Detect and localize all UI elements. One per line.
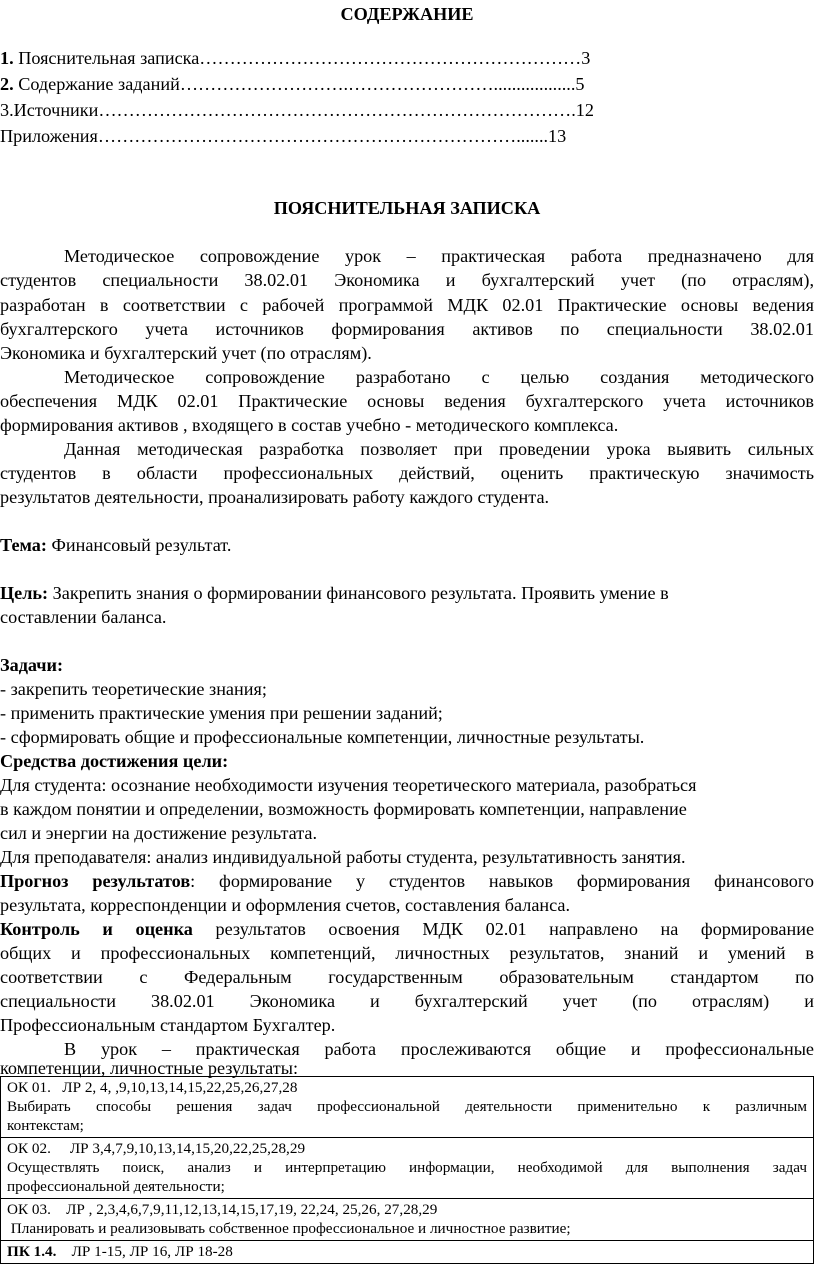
- competency-lr: ЛР 1-15, ЛР 16, ЛР 18-28: [71, 1243, 233, 1260]
- competency-desc: Планировать и реализовывать собственное профессиональное и личностное развитие;: [7, 1220, 571, 1237]
- competency-code: ОК 01.: [7, 1079, 51, 1096]
- means-label: Средства достижения цели:: [0, 751, 229, 771]
- topic-label: Тема:: [0, 535, 47, 555]
- table-row: [1, 1138, 814, 1199]
- toc-title: СОДЕРЖАНИЕ: [340, 4, 474, 24]
- paragraph-line: Данная методическая разработка позволяет при проведении урока выявить сильных: [64, 439, 814, 459]
- control-line: специальности 38.02.01 Экономика и бухгалтерский учет (по отраслям) и: [0, 991, 814, 1011]
- task-item: - закрепить теоретические знания;: [0, 679, 267, 699]
- forecast-label: Прогноз результатов: [0, 871, 191, 891]
- control-line: общих и профессиональных компетенций, личностных результатов, знаний и умений в: [0, 943, 814, 963]
- paragraph-line: бухгалтерского учета источников формирования активов по специальности 38.02.01: [0, 319, 814, 339]
- competency-desc: контекстам;: [7, 1117, 84, 1134]
- competency-code: ПК 1.4.: [7, 1243, 57, 1260]
- means-line: Для преподавателя: анализ индивидуальной работы студента, результативность занятия.: [0, 847, 686, 867]
- forecast-line: Прогноз результатов: формирование у студентов навыков формирования финансового: [0, 871, 814, 891]
- competency-lr: ЛР , 2,3,4,6,7,9,11,12,13,14,15,17,19, 22,24, 25,26, 27,28,29: [66, 1201, 438, 1218]
- control-line: Профессиональным стандартом Бухгалтер.: [0, 1015, 336, 1035]
- table-cell: [1, 1241, 814, 1264]
- paragraph-line: разработан в соответствии с рабочей программой МДК 02.01 Практические основы ведения: [0, 295, 814, 315]
- paragraph-line: результатов деятельности, проанализировать работу каждого студента.: [0, 487, 550, 507]
- table-row: [1, 1077, 814, 1138]
- control-line: соответствии с Федеральным государственным образовательным стандартом по: [0, 967, 814, 987]
- means-line: сил и энергии на достижение результата.: [0, 823, 318, 843]
- paragraph-line: обеспечения МДК 02.01 Практические основы ведения бухгалтерского учета источников: [0, 391, 814, 411]
- section-title: ПОЯСНИТЕЛЬНАЯ ЗАПИСКА: [273, 198, 541, 218]
- competency-lr: ЛР 3,4,7,9,10,13,14,15,20,22,25,28,29: [69, 1140, 306, 1157]
- intro-line: В урок – практическая работа прослеживаются общие и профессиональные: [64, 1039, 814, 1059]
- paragraph-line: Методическое сопровождение урок – практическая работа предназначено для: [64, 246, 814, 266]
- task-item: - сформировать общие и профессиональные компетенции, личностные результаты.: [0, 727, 645, 747]
- table-row: [1, 1199, 814, 1241]
- means-line: Для студента: осознание необходимости изучения теоретического материала, разобраться: [0, 775, 697, 795]
- goal-line: Цель: Закрепить знания о формировании финансового результата. Проявить умение в: [0, 583, 669, 603]
- competencies-table: [0, 1076, 814, 1264]
- intro-line: компетенции, личностные результаты:: [0, 1058, 299, 1078]
- means-line: в каждом понятии и определении, возможность формировать компетенции, направление: [0, 799, 687, 819]
- table-cell: [1, 1077, 814, 1138]
- paragraph-line: Методическое сопровождение разработано с целью создания методического: [64, 367, 814, 387]
- competency-desc: профессиональной деятельности;: [7, 1178, 225, 1195]
- competency-desc: Осуществлять поиск, анализ и интерпретацию информации, необходимой для выполнения задач: [7, 1159, 807, 1176]
- topic-line: Тема: Финансовый результат.: [0, 535, 232, 555]
- control-label: Контроль и оценка: [0, 919, 193, 939]
- tasks-label: Задачи:: [0, 655, 64, 675]
- paragraph-line: студентов в области профессиональных действий, оценить практическую значимость: [0, 463, 814, 483]
- toc-item: 1. Пояснительная записка………………………………………………………3: [0, 48, 591, 68]
- paragraph-line: Экономика и бухгалтерский учет (по отраслям).: [0, 343, 372, 363]
- paragraph-line: формирования активов , входящего в состав учебно - методического комплекса.: [0, 415, 619, 435]
- competency-desc: Выбирать способы решения задач профессиональной деятельности применительно к различным: [7, 1098, 807, 1115]
- competency-code: ОК 03.: [7, 1201, 51, 1218]
- forecast-line: результата, корреспонденции и оформления счетов, составления баланса.: [0, 895, 571, 915]
- task-item: - применить практические умения при решении заданий;: [0, 703, 443, 723]
- table-cell: [1, 1138, 814, 1199]
- toc-item: 2. Содержание заданий……………………….……………………..................5: [0, 74, 585, 94]
- toc-item: 3.Источники…………………………………………………………………….12: [0, 100, 594, 120]
- table-cell: [1, 1199, 814, 1241]
- table-row: [1, 1241, 814, 1264]
- paragraph-line: студентов специальности 38.02.01 Экономика и бухгалтерский учет (по отраслям),: [0, 270, 814, 290]
- toc-item: Приложения…………………………………………………………….......13: [0, 126, 567, 146]
- goal-label: Цель:: [0, 583, 49, 603]
- competency-lr: ЛР 2, 4, ,9,10,13,14,15,22,25,26,27,28: [62, 1079, 298, 1096]
- competency-code: ОК 02.: [7, 1140, 51, 1157]
- control-line: Контроль и оценка результатов освоения МДК 02.01 направлено на формирование: [0, 919, 815, 939]
- goal-line: составлении баланса.: [0, 607, 167, 627]
